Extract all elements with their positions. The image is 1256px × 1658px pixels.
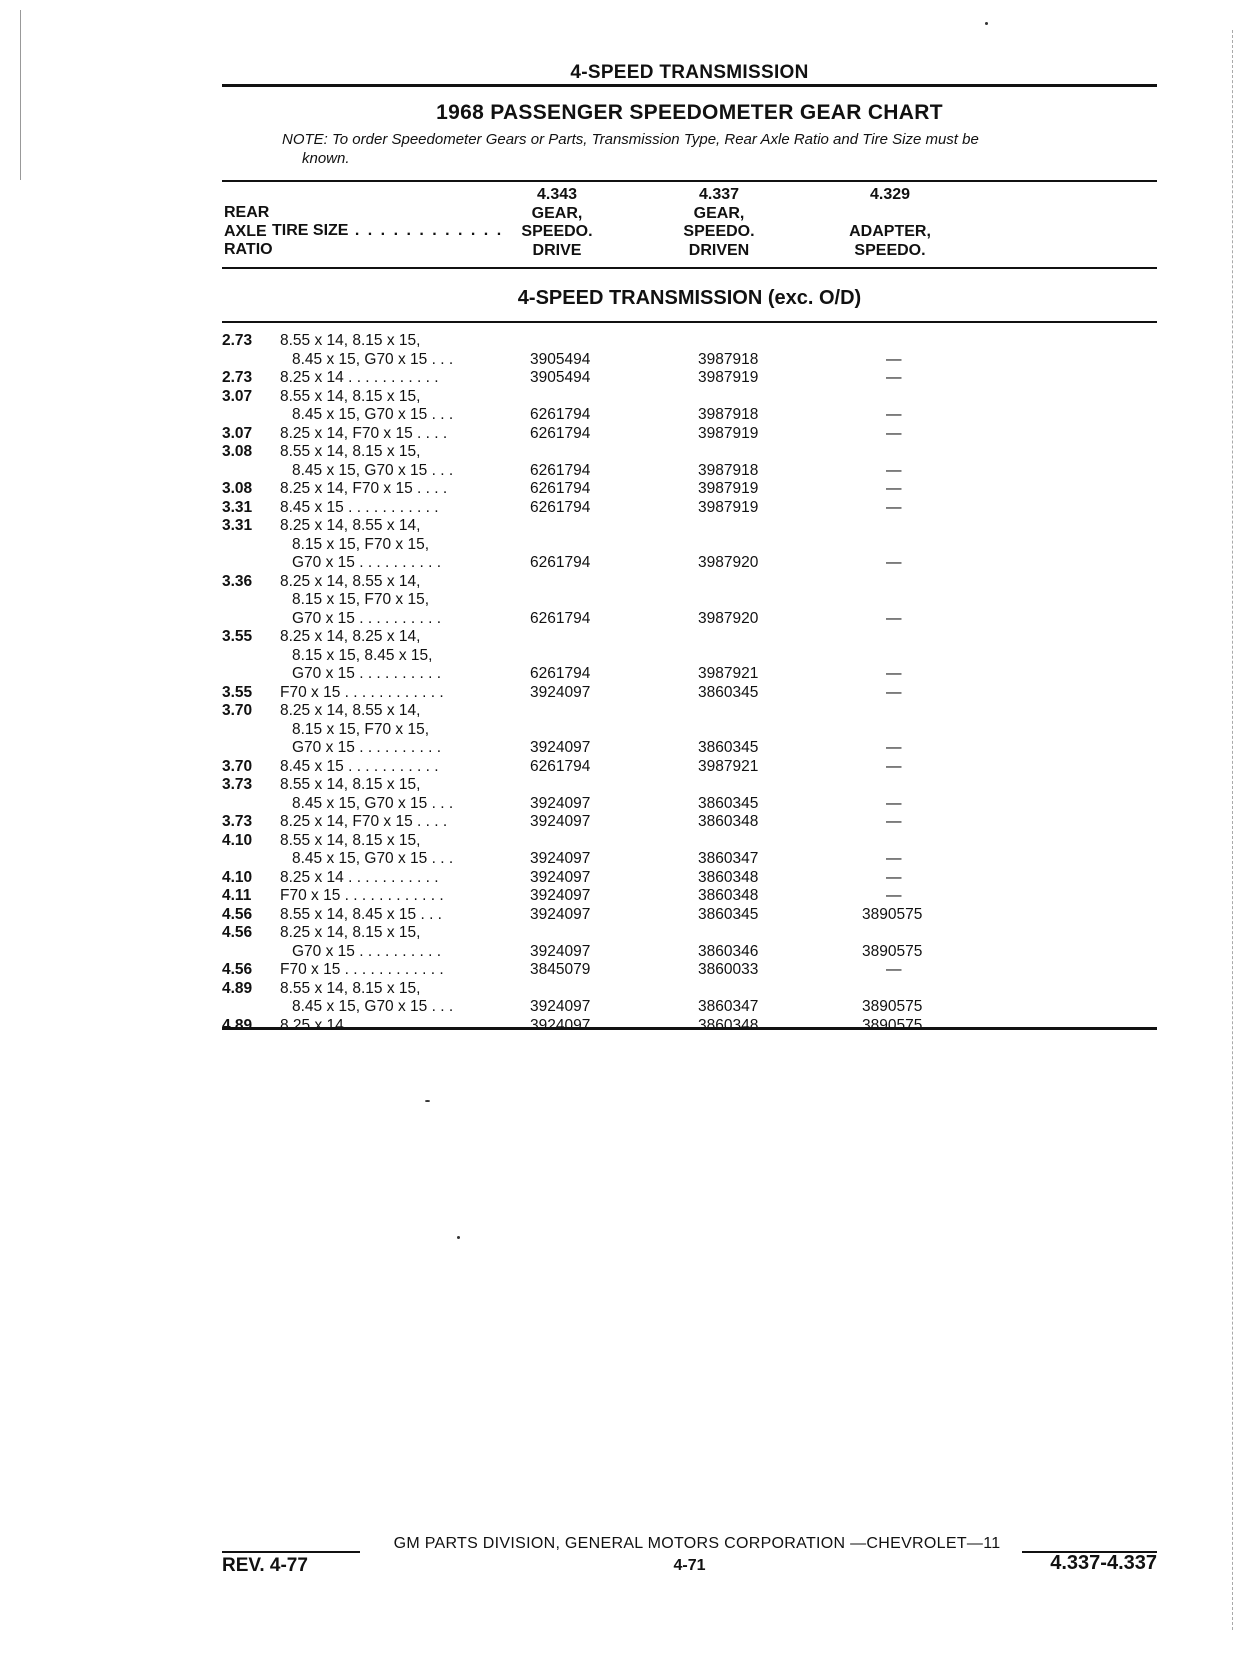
- drive-header-line: DRIVE: [532, 241, 582, 259]
- adapter-header-line: 4.329: [869, 186, 911, 203]
- table-row: [222, 980, 1157, 1017]
- axle-ratio: 3.31: [222, 517, 253, 534]
- scan-speck: [985, 22, 988, 25]
- driven-gear-part: 3987918: [698, 350, 759, 368]
- axle-ratio: 3.31: [222, 498, 253, 516]
- table-row: [222, 758, 1157, 777]
- drive-gear-part: 6261794: [530, 609, 591, 627]
- chart-title: 1968 PASSENGER SPEEDOMETER GEAR CHART: [436, 101, 943, 124]
- table-row: [222, 924, 1157, 961]
- axle-ratio: 3.73: [222, 776, 253, 793]
- axle-ratio: 4.10: [222, 831, 253, 849]
- tire-size: 8.45 x 15, G70 x 15 . . .: [292, 406, 454, 423]
- table-row: [222, 702, 1157, 758]
- table-row: [222, 332, 1157, 369]
- drive-gear-part: 3845079: [530, 961, 591, 978]
- driven-gear-part: 3860348: [698, 868, 759, 886]
- driven-gear-part: 3860348: [698, 813, 759, 830]
- adapter-part: 3890575: [862, 1016, 923, 1034]
- row-line: [222, 832, 1157, 851]
- tire-size: 8.45 x 15 . . . . . . . . . . .: [280, 498, 439, 516]
- drive-gear-part: 3924097: [530, 905, 591, 923]
- table-row: [222, 906, 1157, 925]
- axle-ratio: 4.10: [222, 868, 253, 886]
- axle-ratio: 3.73: [222, 813, 253, 830]
- axle-ratio: 3.07: [222, 424, 253, 442]
- row-line: [222, 517, 1157, 536]
- tire-size: F70 x 15 . . . . . . . . . . . .: [280, 961, 444, 978]
- drive-gear-part: 3924097: [530, 739, 591, 756]
- driven-gear-part: 3860033: [698, 961, 759, 978]
- driven-gear-part: 3860345: [698, 683, 759, 701]
- axle-ratio: 3.08: [222, 443, 253, 460]
- ratio-header-line: RATIO: [224, 241, 273, 258]
- drive-gear-part: 6261794: [530, 461, 591, 479]
- drive-gear-part: 6261794: [530, 424, 591, 442]
- row-line: [222, 406, 1157, 425]
- driven-gear-part: 3860345: [698, 905, 759, 923]
- title-rule: [222, 84, 1157, 87]
- table-row: [222, 517, 1157, 573]
- axle-ratio: 4.11: [222, 887, 252, 904]
- adapter-part: —: [886, 887, 902, 904]
- tire-header-label: TIRE SIZE: [272, 222, 349, 239]
- driven-gear-part: 3860345: [698, 739, 759, 756]
- drive-gear-part: 3924097: [530, 794, 591, 812]
- adapter-part: —: [886, 369, 902, 386]
- tire-size: 8.15 x 15, 8.45 x 15,: [292, 646, 433, 664]
- tire-size: 8.15 x 15, F70 x 15,: [292, 720, 430, 738]
- driven-gear-part: 3860345: [698, 794, 759, 812]
- tire-size: 8.55 x 14, 8.15 x 15,: [280, 443, 421, 460]
- driven-gear-part: 3987921: [698, 757, 759, 775]
- row-line: [222, 813, 1157, 832]
- tire-size: 8.15 x 15, F70 x 15,: [292, 591, 430, 608]
- tire-size: 8.25 x 14 . . . . . . . . . . .: [280, 868, 439, 886]
- drive-header-line: GEAR,: [531, 204, 583, 222]
- adapter-part: —: [886, 406, 902, 423]
- row-line: [222, 536, 1157, 555]
- header-top-rule: [222, 180, 1157, 182]
- axle-ratio: 2.73: [222, 332, 253, 349]
- drive-gear-part: 6261794: [530, 480, 591, 497]
- driven-gear-part: 3987919: [698, 498, 759, 516]
- table-row: [222, 684, 1157, 703]
- tire-size: 8.45 x 15, G70 x 15 . . .: [292, 998, 454, 1015]
- table-row: [222, 388, 1157, 425]
- drive-gear-part: 3905494: [530, 369, 591, 386]
- row-line: [222, 721, 1157, 740]
- adapter-header-line: ADAPTER,: [849, 223, 931, 240]
- drive-gear-part: 6261794: [530, 406, 591, 423]
- row-line: [222, 499, 1157, 518]
- gear-table: [222, 332, 1157, 1035]
- row-line: [222, 425, 1157, 444]
- note-line-1: NOTE: To order Speedometer Gears or Parts, Transmission Type, Rear Axle Ratio and Tire Size must be: [282, 131, 979, 148]
- driven-gear-part: 3860347: [698, 998, 759, 1015]
- table-row: [222, 573, 1157, 629]
- driven-header-line: GEAR,: [693, 204, 745, 222]
- axle-ratio: 4.56: [222, 924, 253, 941]
- tire-size: 8.45 x 15, G70 x 15 . . .: [292, 850, 454, 867]
- drive-gear-part: 6261794: [530, 498, 591, 516]
- ratio-header-line: REAR: [224, 204, 270, 221]
- table-row: [222, 628, 1157, 684]
- row-line: [222, 369, 1157, 388]
- document-page: [222, 0, 1157, 1658]
- row-line: [222, 332, 1157, 351]
- tire-size: 8.45 x 15 . . . . . . . . . . .: [280, 757, 439, 775]
- axle-ratio: 3.55: [222, 628, 253, 645]
- tire-size: 8.25 x 14, 8.25 x 14,: [280, 628, 421, 645]
- footer-revision: REV. 4-77: [222, 1555, 308, 1576]
- section-rule: [222, 321, 1157, 323]
- scan-edge-right: [1232, 30, 1233, 1630]
- tire-size: 8.55 x 14, 8.15 x 15,: [280, 332, 421, 349]
- scan-edge-left: [20, 10, 21, 180]
- row-line: [222, 591, 1157, 610]
- row-line: [222, 665, 1157, 684]
- drive-gear-part: 3905494: [530, 350, 591, 368]
- tire-size: 8.45 x 15, G70 x 15 . . .: [292, 794, 454, 812]
- drive-gear-part: 3924097: [530, 683, 591, 701]
- tire-size: 8.45 x 15, G70 x 15 . . .: [292, 461, 454, 479]
- driven-gear-part: 3987919: [698, 369, 759, 386]
- column-header-driven: [669, 186, 769, 260]
- driven-gear-part: 3987921: [698, 665, 759, 682]
- axle-ratio: 4.56: [222, 961, 253, 978]
- drive-gear-part: 6261794: [530, 554, 591, 571]
- row-line: [222, 684, 1157, 703]
- drive-header-line: 4.343: [536, 186, 578, 203]
- driven-header-line: SPEEDO.: [683, 223, 755, 240]
- tire-size: G70 x 15 . . . . . . . . . .: [292, 942, 442, 960]
- driven-gear-part: 3987919: [698, 424, 759, 442]
- adapter-part: —: [886, 868, 902, 886]
- row-line: [222, 647, 1157, 666]
- row-line: [222, 776, 1157, 795]
- adapter-part: —: [886, 554, 902, 571]
- table-row: [222, 369, 1157, 388]
- adapter-part: —: [886, 480, 902, 497]
- row-line: [222, 351, 1157, 370]
- adapter-header-line: SPEEDO.: [854, 241, 926, 259]
- footer-publisher: GM PARTS DIVISION, GENERAL MOTORS CORPORATION —CHEVROLET—11: [393, 1535, 1001, 1552]
- tire-size: 8.25 x 14, F70 x 15 . . . .: [280, 480, 448, 497]
- note-line-2: known.: [302, 150, 350, 167]
- axle-ratio: 3.36: [222, 572, 253, 590]
- row-line: [222, 869, 1157, 888]
- adapter-part: —: [886, 609, 902, 627]
- tire-size: 8.55 x 14, 8.15 x 15,: [280, 776, 421, 793]
- driven-gear-part: 3987920: [698, 554, 759, 571]
- driven-header-line: 4.337: [698, 186, 740, 203]
- axle-ratio: 4.56: [222, 905, 253, 923]
- drive-gear-part: 6261794: [530, 665, 591, 682]
- tire-size: 8.55 x 14, 8.45 x 15 . . .: [280, 905, 442, 923]
- row-line: [222, 998, 1157, 1017]
- row-line: [222, 388, 1157, 407]
- table-row: [222, 869, 1157, 888]
- driven-gear-part: 3860348: [698, 887, 759, 904]
- tire-size: 8.25 x 14, 8.55 x 14,: [280, 572, 421, 590]
- adapter-header-spacer: [830, 205, 950, 224]
- driven-gear-part: 3860346: [698, 942, 759, 960]
- drive-header-line: SPEEDO.: [521, 223, 593, 240]
- tire-size: 8.25 x 14, 8.55 x 14,: [280, 517, 421, 534]
- tire-size: 8.55 x 14, 8.15 x 15,: [280, 387, 421, 405]
- row-line: [222, 554, 1157, 573]
- drive-gear-part: 3924097: [530, 998, 591, 1015]
- adapter-part: 3890575: [862, 942, 923, 960]
- tire-size: 8.55 x 14, 8.15 x 15,: [280, 831, 421, 849]
- table-row: [222, 480, 1157, 499]
- table-row: [222, 887, 1157, 906]
- drive-gear-part: 3924097: [530, 813, 591, 830]
- row-line: [222, 443, 1157, 462]
- adapter-part: —: [886, 461, 902, 479]
- tire-header-leader: . . . . . . . . . . . .: [348, 222, 504, 239]
- axle-ratio: 3.07: [222, 387, 253, 405]
- footer-rule-left: [222, 1551, 360, 1553]
- axle-ratio: 2.73: [222, 369, 253, 386]
- driven-gear-part: 3987919: [698, 480, 759, 497]
- table-row: [222, 1017, 1157, 1036]
- axle-ratio: 3.70: [222, 702, 253, 719]
- adapter-part: —: [886, 683, 902, 701]
- row-line: [222, 610, 1157, 629]
- order-note: [282, 130, 1152, 168]
- table-row: [222, 425, 1157, 444]
- header-bottom-rule: [222, 267, 1157, 269]
- table-row: [222, 961, 1157, 980]
- column-header-tire: [272, 222, 503, 241]
- table-row: [222, 499, 1157, 518]
- tire-size: 8.45 x 15, G70 x 15 . . .: [292, 350, 454, 368]
- row-line: [222, 739, 1157, 758]
- row-line: [222, 906, 1157, 925]
- tire-size: 8.25 x 14, F70 x 15 . . . .: [280, 424, 448, 442]
- tire-size: G70 x 15 . . . . . . . . . .: [292, 554, 442, 571]
- adapter-part: —: [886, 961, 902, 978]
- row-line: [222, 480, 1157, 499]
- row-line: [222, 961, 1157, 980]
- axle-ratio: 4.89: [222, 1016, 253, 1034]
- table-row: [222, 832, 1157, 869]
- row-line: [222, 628, 1157, 647]
- column-header-drive: [507, 186, 607, 260]
- tire-size: 8.25 x 14 . . . . . . . . . . .: [280, 369, 439, 386]
- tire-size: G70 x 15 . . . . . . . . . .: [292, 609, 442, 627]
- table-row: [222, 443, 1157, 480]
- row-line: [222, 850, 1157, 869]
- table-bottom-rule: [222, 1027, 1157, 1030]
- driven-gear-part: 3860347: [698, 850, 759, 867]
- driven-gear-part: 3987918: [698, 406, 759, 423]
- row-line: [222, 924, 1157, 943]
- tire-size: 8.25 x 14 . . . . . . . . . . .: [280, 1016, 439, 1034]
- drive-gear-part: 3924097: [530, 850, 591, 867]
- adapter-part: —: [886, 424, 902, 442]
- tire-size: 8.15 x 15, F70 x 15,: [292, 535, 430, 553]
- page-title: 4-SPEED TRANSMISSION: [570, 62, 809, 83]
- tire-size: 8.25 x 14, 8.55 x 14,: [280, 702, 421, 719]
- row-line: [222, 462, 1157, 481]
- row-line: [222, 758, 1157, 777]
- adapter-part: —: [886, 739, 902, 756]
- axle-ratio: 4.89: [222, 979, 253, 997]
- section-title: 4-SPEED TRANSMISSION (exc. O/D): [517, 287, 862, 309]
- table-row: [222, 813, 1157, 832]
- tire-size: 8.25 x 14, 8.15 x 15,: [280, 924, 421, 941]
- footer-page-number: 4-71: [673, 1557, 706, 1574]
- adapter-part: —: [886, 498, 902, 516]
- drive-gear-part: 3924097: [530, 887, 591, 904]
- scan-speck: [457, 1236, 460, 1239]
- row-line: [222, 980, 1157, 999]
- row-line: [222, 573, 1157, 592]
- column-header-ratio: [224, 204, 273, 260]
- row-line: [222, 795, 1157, 814]
- tire-size: F70 x 15 . . . . . . . . . . . .: [280, 683, 444, 701]
- footer-section-number: 4.337-4.337: [1050, 1552, 1157, 1574]
- driven-gear-part: 3987920: [698, 609, 759, 627]
- row-line: [222, 887, 1157, 906]
- tire-size: G70 x 15 . . . . . . . . . .: [292, 739, 442, 756]
- ratio-header-line: AXLE: [224, 222, 267, 240]
- drive-gear-part: 3924097: [530, 868, 591, 886]
- drive-gear-part: 3924097: [530, 1016, 591, 1034]
- tire-size: 8.55 x 14, 8.15 x 15,: [280, 979, 421, 997]
- row-line: [222, 702, 1157, 721]
- scan-speck: [425, 1100, 430, 1102]
- drive-gear-part: 6261794: [530, 757, 591, 775]
- axle-ratio: 3.55: [222, 683, 253, 701]
- table-row: [222, 776, 1157, 813]
- adapter-part: —: [886, 794, 902, 812]
- tire-size: G70 x 15 . . . . . . . . . .: [292, 665, 442, 682]
- column-header-adapter: [830, 186, 950, 260]
- adapter-part: —: [886, 813, 902, 830]
- drive-gear-part: 3924097: [530, 942, 591, 960]
- axle-ratio: 3.08: [222, 480, 253, 497]
- adapter-part: 3890575: [862, 998, 923, 1015]
- driven-gear-part: 3860348: [698, 1016, 759, 1034]
- tire-size: F70 x 15 . . . . . . . . . . . .: [280, 887, 444, 904]
- adapter-part: —: [886, 665, 902, 682]
- tire-size: 8.25 x 14, F70 x 15 . . . .: [280, 813, 448, 830]
- adapter-part: —: [886, 757, 902, 775]
- driven-header-line: DRIVEN: [688, 241, 750, 259]
- row-line: [222, 1017, 1157, 1036]
- driven-gear-part: 3987918: [698, 461, 759, 479]
- row-line: [222, 943, 1157, 962]
- adapter-part: 3890575: [862, 905, 923, 923]
- adapter-part: —: [886, 350, 902, 368]
- axle-ratio: 3.70: [222, 757, 253, 775]
- adapter-part: —: [886, 850, 902, 867]
